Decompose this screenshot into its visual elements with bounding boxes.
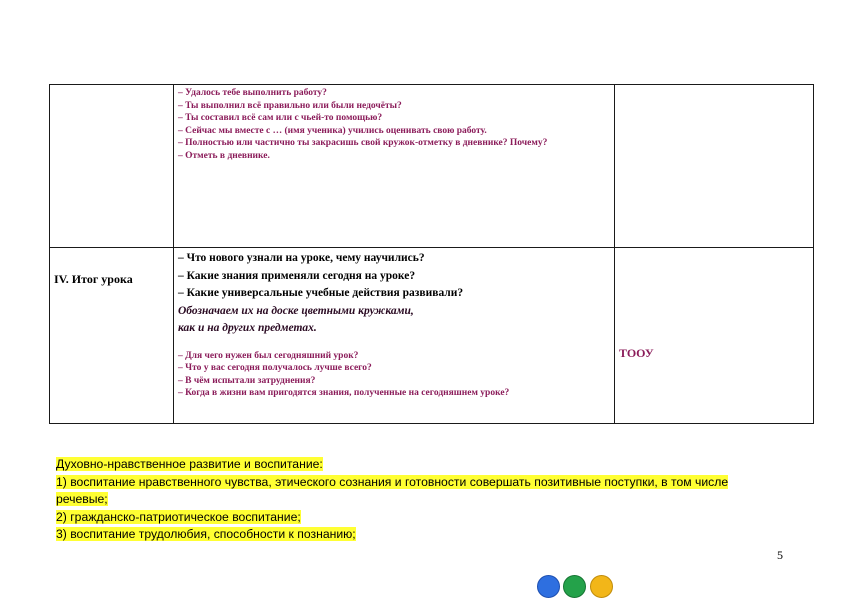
stage-cell <box>50 85 174 248</box>
question-line: – Ты выполнил всё правильно или были недочёты? <box>178 100 402 111</box>
stage-title: IV. Итог урока <box>54 272 133 286</box>
question-line: – Сейчас мы вместе с … (имя ученика) учились оценивать свою работу. <box>178 125 487 136</box>
summary-question: – Какие универсальные учебные действия развивали? <box>178 287 464 299</box>
education-block <box>56 456 772 544</box>
summary-question: – Что нового узнали на уроке, чему научились? <box>178 252 425 264</box>
spacer <box>178 337 610 350</box>
table-row <box>50 85 814 248</box>
education-item: 1) воспитание нравственного чувства, этического сознания и готовности совершать позитивные поступки, в том числе речевые; <box>56 474 729 506</box>
reflection-question: – Для чего нужен был сегодняшний урок? <box>178 350 359 361</box>
education-item: 3) воспитание трудолюбия, способности к познанию; <box>56 527 356 541</box>
italic-note: Обозначаем их на доске цветными кружками, <box>178 304 414 317</box>
notes-cell <box>615 248 814 424</box>
reflection-question: – В чём испытали затруднения? <box>178 375 316 386</box>
activity-cell <box>174 248 615 424</box>
italic-note: как и на других предметах. <box>178 321 317 334</box>
question-line: – Отметь в дневнике. <box>178 150 270 161</box>
question-line: – Ты составил всё сам или с чьей-то помощью? <box>178 113 383 124</box>
lesson-table <box>49 84 814 424</box>
question-line: – Полностью или частично ты закрасишь свой кружок-отметку в дневнике? Почему? <box>178 138 548 149</box>
education-heading: Духовно-нравственное развитие и воспитание: <box>56 457 323 471</box>
page-number: 5 <box>777 548 783 562</box>
activity-cell <box>174 85 615 248</box>
reflection-question: – Когда в жизни вам пригодятся знания, полученные на сегодняшнем уроке? <box>178 388 510 399</box>
stage-cell <box>50 248 174 424</box>
notes-cell <box>615 85 814 248</box>
table-row <box>50 248 814 424</box>
reflection-question: – Что у вас сегодня получалось лучше всего? <box>178 363 372 374</box>
summary-question: – Какие знания применяли сегодня на уроке? <box>178 269 416 282</box>
tooy-label: ТООУ <box>619 346 654 360</box>
education-item: 2) гражданско-патриотическое воспитание; <box>56 509 301 524</box>
question-line: – Удалось тебе выполнить работу? <box>178 88 327 98</box>
